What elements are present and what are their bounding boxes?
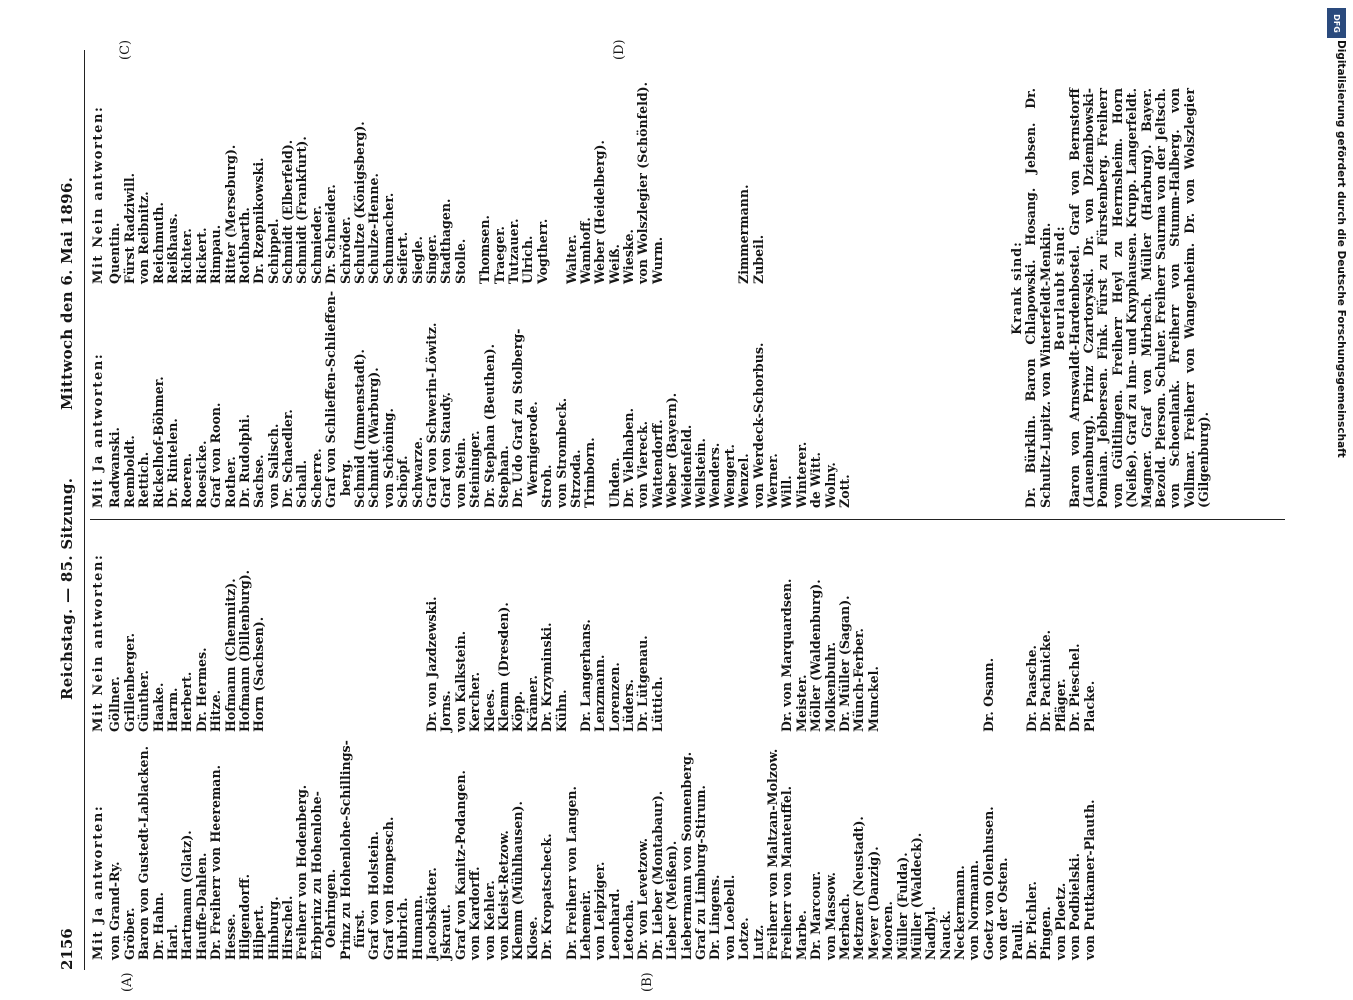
krank-heading: Krank sind:: [1009, 241, 1024, 335]
member-name: Lorenzen.: [606, 662, 622, 732]
member-name: Hubrich.: [395, 897, 411, 960]
member-name: von Stein.: [452, 437, 468, 508]
member-name: Dr. Freiherr von Langen.: [563, 786, 579, 960]
member-name: Schmidt (Frankfurt).: [294, 136, 310, 284]
member-name: Rother.: [222, 456, 238, 508]
member-name: Dr. Marcour.: [808, 871, 824, 960]
member-name: Hesse.: [222, 913, 238, 960]
member-name: Zott.: [836, 474, 852, 508]
member-name: Mooren.: [880, 901, 896, 960]
member-name: Jorns.: [438, 690, 454, 732]
member-name: Hofmann (Chemnitz).: [222, 578, 238, 732]
member-name: Hinburg.: [265, 896, 281, 960]
member-name: Uhden.: [606, 457, 622, 508]
member-name: [680, 554, 694, 732]
credit-text: Digitalisierung gefördert durch die Deutsche Forschungsgemeinschaft: [1335, 40, 1347, 458]
member-name: [411, 554, 425, 732]
member-name: Munckel.: [865, 666, 881, 732]
nein-list-a: [108, 554, 569, 732]
member-name: Wattendorff.: [649, 419, 665, 508]
member-name: von Salisch.: [265, 423, 281, 508]
member-name: Dr. von Jazdzewski.: [424, 596, 439, 732]
member-name: Wurm.: [649, 236, 665, 284]
member-name: Erbprinz zu Hohenlohe-: [308, 791, 324, 960]
member-name: [295, 554, 309, 732]
member-name: von Leipziger.: [592, 861, 608, 960]
session-date: Mittwoch den 6. Mai 1896.: [58, 176, 76, 410]
member-name: Graf von Schwerin-Löwitz.: [424, 322, 439, 508]
member-name: Dr. Lieber (Montabaur).: [649, 790, 665, 960]
member-name: Dr. Müller (Sagan).: [836, 595, 852, 732]
member-name: Harl.: [164, 924, 180, 960]
member-name: Zimmermann.: [736, 184, 752, 284]
member-name: Lenzmann.: [592, 654, 608, 732]
member-name: von Kalkstein.: [452, 630, 468, 732]
member-name: Dr. Krzyminski.: [539, 622, 555, 732]
member-name: Scherre.: [308, 448, 324, 508]
member-name: Gröber.: [121, 907, 137, 960]
member-name: Köpp.: [510, 690, 526, 732]
member-name: Meister.: [793, 674, 809, 732]
member-name: Dr. Lütgenau.: [635, 635, 651, 732]
member-name: Lieber (Meißen).: [664, 840, 680, 960]
member-name: Weber (Bayern).: [664, 392, 680, 508]
member-name: von Wolszlegier (Schönfeld).: [635, 81, 651, 284]
member-name: Reißhaus.: [164, 213, 180, 284]
member-name: Liebermann von Sonnenberg.: [678, 751, 694, 960]
member-name: Humann.: [409, 894, 425, 960]
member-name: Dr. von Marquardsen.: [779, 578, 795, 732]
member-name: fürst.: [352, 909, 368, 948]
member-name: Trimborn.: [582, 437, 598, 508]
member-name: [752, 554, 766, 732]
member-name: von Ploetz.: [1052, 882, 1068, 960]
member-name: Kühn.: [553, 689, 569, 732]
member-name: Grillenberger.: [121, 632, 137, 732]
header-rule: [84, 50, 85, 970]
ja-list-d: [608, 291, 853, 508]
member-name: [550, 82, 564, 284]
member-name: Graf von Holstein.: [366, 831, 382, 960]
member-name: [996, 554, 1010, 732]
member-name: Jskraut.: [438, 904, 454, 960]
member-name: von Kleist-Retzow.: [495, 830, 511, 960]
member-name: Weiß.: [606, 244, 622, 284]
member-name: Dr. Osann.: [980, 657, 996, 732]
member-name: Hilpert.: [251, 904, 267, 960]
member-name: Richter.: [179, 228, 195, 284]
nein-list-b: [579, 554, 1097, 732]
column-heading: Mit Nein antworten:: [91, 105, 106, 284]
session-title: Reichstag. — 85. Sitzung.: [58, 477, 76, 700]
member-name: Schmieder.: [308, 205, 324, 284]
member-name: Traeger.: [491, 226, 507, 284]
member-name: [939, 554, 953, 732]
member-name: [737, 554, 751, 732]
member-name: von Massow.: [822, 872, 838, 960]
member-name: Graf von Hompesch.: [380, 816, 396, 960]
member-name: Fürst Radziwill.: [121, 172, 137, 284]
member-name: Leonhard.: [606, 888, 622, 960]
member-name: Ulrich.: [520, 235, 536, 284]
member-name: Klees.: [481, 688, 497, 732]
member-name: Lehemeir.: [577, 889, 593, 960]
member-name: Lutz.: [750, 924, 766, 960]
member-name: Schultze (Königsberg).: [352, 121, 368, 284]
member-name: Steininger.: [467, 430, 483, 508]
member-name: Schumacher.: [380, 192, 396, 284]
margin-marker-b: (B): [640, 972, 655, 992]
member-name: [267, 554, 281, 732]
member-name: Hirschel.: [280, 895, 296, 960]
member-name: Dr. Paasche.: [1024, 645, 1040, 732]
member-name: Thomsen.: [477, 215, 493, 284]
right-nein-column: [92, 82, 766, 284]
beurlaubt-heading: Beurlaubt sind:: [1052, 225, 1068, 351]
member-name: [1011, 554, 1025, 732]
member-name: Pingen.: [1038, 906, 1054, 960]
member-name: Molkenbuhr.: [822, 641, 838, 732]
member-name: [881, 554, 895, 732]
page-header: [58, 50, 84, 970]
ja-list-a: [108, 740, 554, 960]
member-name: von Kardorff.: [467, 866, 483, 960]
member-name: Pfläger.: [1052, 678, 1068, 732]
column-heading: Mit Ja antworten:: [91, 352, 106, 508]
member-name: Haake.: [150, 682, 166, 732]
member-name: Quentin.: [107, 222, 123, 284]
member-name: Stroh.: [539, 464, 555, 508]
member-name: Graf von Staudy.: [438, 392, 454, 508]
member-name: Stephan.: [495, 445, 511, 508]
margin-marker-c: (C): [118, 39, 133, 60]
member-name: von Schöning.: [380, 408, 396, 508]
member-name: Lüders.: [621, 679, 637, 732]
member-name: Ritter (Merseburg).: [222, 144, 238, 284]
member-name: Nadbyl.: [923, 906, 939, 960]
member-name: [924, 554, 938, 732]
member-name: Nauck.: [937, 910, 953, 960]
nein-list-c: [108, 82, 468, 284]
member-name: Hitze.: [208, 689, 224, 732]
member-name: [694, 554, 708, 732]
member-name: Prinz zu Hohenlohe-Schillings-: [337, 740, 353, 960]
member-name: Siegle.: [409, 236, 425, 284]
member-name: Placke.: [1081, 680, 1097, 732]
left-ja-column: [92, 740, 1097, 960]
member-name: Rettich.: [136, 451, 152, 508]
member-name: [723, 554, 737, 732]
nein-list-d: [478, 82, 766, 284]
member-name: von Grand-Ry.: [107, 861, 123, 960]
member-name: Lotze.: [736, 917, 752, 960]
member-name: Lüttich.: [649, 676, 665, 732]
member-name: Freiherr von Manteuffel.: [779, 786, 795, 960]
member-name: [896, 554, 910, 732]
member-name: Dr. Rzepnikowski.: [251, 157, 267, 284]
member-name: [281, 554, 295, 732]
column-divider: [90, 519, 1285, 520]
member-name: Schwarze.: [409, 436, 425, 508]
member-name: Radwanski.: [107, 427, 123, 508]
member-name: Hilgendorff.: [236, 873, 252, 960]
member-name: Letocha.: [621, 899, 637, 960]
member-name: [910, 554, 924, 732]
member-name: Meyer (Danzig).: [865, 846, 881, 960]
member-name: Neckermann.: [952, 865, 968, 960]
margin-marker-d: (D): [612, 39, 627, 60]
member-name: Winterer.: [793, 441, 809, 508]
right-ja-column: [92, 291, 852, 508]
member-name: Schröder.: [337, 216, 353, 284]
member-name: Graf von Roon.: [208, 402, 224, 508]
member-name: Dr. Schaedler.: [280, 409, 296, 508]
member-name: Wenders.: [707, 442, 723, 508]
member-name: Göllner.: [107, 676, 123, 732]
member-name: von Reibnitz.: [136, 191, 152, 284]
member-name: Hartmann (Glatz).: [179, 830, 195, 960]
member-name: Freiherr von Maltzan-Molzow.: [764, 748, 780, 960]
member-name: Müller (Fulda).: [894, 852, 910, 960]
member-name: Dr. Kropatscheck.: [539, 833, 555, 960]
member-name: Oehringen.: [323, 868, 339, 948]
member-name: von der Osten.: [995, 857, 1011, 960]
member-name: Klemm (Mühlhausen).: [510, 801, 526, 960]
member-name: Stolle.: [452, 238, 468, 284]
beurlaubt-text: Baron von Arnswaldt-Hardenbostel. Graf von Bernstorff (Lauenburg). Prinz Czartoryski. Dr. von Dziembowski-Pomian. Jebbersen. Fink. Fürst zu Fürstenberg. Freiherr von Gültlingen. Freiherr Heyl zu Herrnsheim. Horn (Neiße). Graf zu Inn- und Knyphausen. Krupp. Langerfeldt. Magner. Graf von Mirbach. Müller (Harburg). Bayer. Bezold. Pierson. Schuler. Freiherr Saurma von der Jeltsch. von Schoenlank. Freiherr von Stumm-Halberg. von Vollmar. Freiherr von Wangenheim. Dr. von Wolszlegier (Gilgenburg).: [1066, 88, 1212, 508]
member-name: Zubeil.: [750, 234, 766, 284]
member-name: [723, 82, 737, 284]
member-name: Dr. Stephan (Beuthen).: [481, 343, 497, 508]
page-number: 2156: [58, 928, 76, 970]
member-name: [353, 554, 367, 732]
member-name: Tutzauer.: [505, 218, 521, 284]
member-name: berg.: [337, 459, 353, 496]
member-name: Reichmuth.: [150, 202, 166, 284]
member-name: Schmid (Immenstadt).: [352, 349, 368, 508]
member-name: Weidenfeld.: [678, 424, 694, 508]
member-name: Seifert.: [395, 231, 411, 284]
member-name: Singer.: [424, 234, 439, 284]
member-name: Wernigerode.: [524, 401, 540, 496]
member-name: Vogtherr.: [534, 218, 550, 284]
member-name: Metzner (Neustadt).: [851, 816, 867, 960]
member-name: von Strombeck.: [553, 397, 569, 508]
dfg-logo: DFG: [1327, 8, 1346, 38]
member-name: Kercher.: [467, 671, 483, 732]
member-name: [367, 554, 381, 732]
member-name: Schmidt (Elberfeld).: [280, 139, 296, 284]
member-name: Schmidt (Warburg).: [366, 367, 382, 508]
member-name: von Podbielski.: [1067, 853, 1083, 960]
member-name: Graf von Kanitz-Podangen.: [452, 770, 468, 960]
member-name: Roesicke.: [193, 440, 209, 508]
member-name: Weber (Heidelberg).: [592, 140, 608, 284]
member-name: Klemm (Dresden).: [495, 602, 511, 732]
member-name: Dr. Schneider.: [323, 184, 339, 284]
member-name: Wenzel.: [736, 453, 752, 508]
member-name: Stadthagen.: [438, 198, 454, 284]
member-name: Walter.: [563, 234, 579, 284]
member-name: Remboldt.: [121, 435, 137, 508]
member-name: Dr. von Levetzow.: [635, 838, 651, 960]
member-name: Baron von Gustedt-Lablacken.: [136, 745, 152, 960]
member-name: Wengert.: [721, 444, 737, 508]
member-name: [680, 82, 694, 284]
member-name: Dr. Hermes.: [193, 647, 209, 732]
krank-text: Dr. Bürklin. Baron Chlapowski. Hosang. Jebsen. Dr. Schultz-Lupitz. von Winterfeldt-Menkin.: [1023, 88, 1053, 508]
member-name: [665, 82, 679, 284]
member-name: Schulze-Henne.: [366, 173, 382, 284]
member-name: Graf zu Limburg-Stirum.: [693, 785, 709, 960]
member-name: de Witt.: [808, 452, 824, 508]
member-name: [766, 554, 780, 732]
member-name: Dr. Pachnicke.: [1038, 629, 1054, 732]
member-name: [708, 82, 722, 284]
member-name: [708, 554, 722, 732]
margin-marker-a: (A): [120, 972, 135, 992]
member-name: [665, 554, 679, 732]
member-name: Dr. Hahn.: [150, 892, 166, 960]
member-name: Pauli.: [1009, 919, 1025, 960]
member-name: Rickelhof-Böhmer.: [150, 376, 166, 508]
member-name: Wamhoff.: [577, 217, 593, 284]
member-name: Krämer.: [524, 675, 540, 732]
member-name: Dr. Lingens.: [707, 874, 723, 960]
member-name: von Werdeck-Schorbus.: [750, 342, 766, 508]
member-name: Strzoda.: [567, 449, 583, 508]
member-name: [967, 554, 981, 732]
ja-list-b: [565, 740, 1097, 960]
member-name: Möller (Waldenburg).: [808, 579, 824, 732]
member-name: Werner.: [764, 453, 780, 508]
left-nein-column: [92, 554, 1097, 732]
member-name: Dr. Rintelen.: [164, 418, 180, 508]
member-name: von Viereck.: [635, 420, 651, 508]
member-name: Schippel.: [265, 218, 281, 284]
member-name: Marbe.: [793, 910, 809, 960]
member-name: Dr. Pichler.: [1024, 881, 1040, 960]
member-name: [396, 554, 410, 732]
member-name: Dr. Pieschel.: [1067, 643, 1083, 732]
member-name: Harm.: [164, 687, 180, 732]
member-name: Münch-Ferber.: [851, 628, 867, 732]
member-name: Wieske.: [621, 229, 637, 284]
member-name: [953, 554, 967, 732]
member-name: Roeren.: [179, 452, 195, 508]
column-heading: Mit Ja antworten:: [91, 804, 106, 960]
member-name: Jacobskötter.: [424, 867, 439, 960]
member-name: von Kehler.: [481, 880, 497, 960]
ja-list-c: [108, 291, 597, 508]
member-name: Dr. Udo Graf zu Stolberg-: [510, 328, 526, 508]
member-name: Hofmann (Dillenburg).: [236, 569, 252, 732]
member-name: Dr. Langerhans.: [577, 619, 593, 732]
member-name: Dr. Rudolphi.: [236, 414, 252, 508]
member-name: [339, 554, 353, 732]
member-name: von Loebell.: [721, 874, 737, 960]
member-name: Sachse.: [251, 454, 267, 508]
digitization-credit: [1325, 40, 1347, 820]
member-name: Schöpf.: [395, 455, 411, 508]
member-name: [324, 554, 338, 732]
member-name: Will.: [779, 475, 795, 508]
member-name: Wolny.: [822, 462, 838, 508]
member-name: [310, 554, 324, 732]
member-name: Freiherr von Hodenberg.: [294, 784, 310, 960]
member-name: Hauffe-Dahlen.: [193, 852, 209, 960]
member-name: Goetz von Olenhusen.: [980, 806, 996, 960]
member-name: Graf von Schlieffen-Schlieffen-: [323, 290, 339, 508]
member-name: Wellstein.: [693, 438, 709, 508]
member-name: Rimpau.: [208, 224, 224, 284]
member-name: Horn (Sachsen).: [251, 616, 267, 732]
member-name: [694, 82, 708, 284]
member-name: [382, 554, 396, 732]
column-heading: Mit Nein antworten:: [91, 553, 106, 732]
member-name: Rothbarth.: [236, 207, 252, 284]
member-name: Herbert.: [179, 671, 195, 732]
member-name: Günther.: [136, 670, 152, 732]
member-name: Dr. Vielhaben.: [621, 408, 637, 508]
member-name: Rickert.: [193, 227, 209, 284]
member-name: Dr. Freiherr von Heereman.: [208, 765, 224, 960]
member-name: Merbach.: [836, 893, 852, 960]
member-name: Klose.: [524, 916, 540, 960]
member-name: Schall.: [294, 459, 310, 508]
member-name: von Puttkamer-Plauth.: [1081, 799, 1097, 960]
absent-section: [1010, 68, 1212, 508]
member-name: von Normann.: [966, 860, 982, 960]
member-name: Müller (Waldeck).: [908, 832, 924, 960]
